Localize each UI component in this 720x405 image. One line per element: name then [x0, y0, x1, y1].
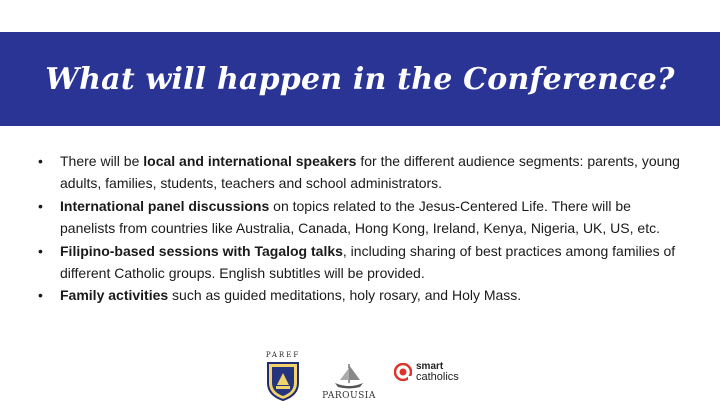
bullet-item [36, 195, 686, 240]
parousia-logo [318, 361, 380, 401]
ship-icon [329, 361, 369, 391]
paref-logo [262, 351, 304, 401]
bullet-text-post: , including sharing of best practices among families of different Catholic groups. English subtitles will be provided. [60, 242, 676, 282]
bullet-list [36, 150, 686, 307]
bullet-item [36, 240, 686, 285]
bullet-text-bold: Family activities [60, 287, 169, 304]
paref-logo-text: PAREF [265, 351, 301, 359]
bullet-text-pre: There will be [60, 153, 144, 169]
bullet-item [36, 284, 686, 306]
bullet-icon: • [38, 153, 43, 169]
parousia-logo-text: PAROUSIA [322, 391, 376, 401]
bullet-icon: • [38, 242, 43, 259]
bullet-text-bold: local and international speakers [143, 153, 357, 169]
bullet-text-post: such as guided meditations, holy rosary, and Holy Mass. [168, 287, 522, 304]
bullet-text-post: on topics related to the Jesus-Centered Life. There will be panelists from countries like Australia, Canada, Hong Kong, Ireland, Kenya, Nigeria, UK, US, etc. [60, 197, 660, 237]
partner-logos [262, 345, 459, 401]
smart-catholics-icon [394, 363, 412, 381]
bullet-text-bold: International panel discussions [60, 197, 270, 214]
bullet-icon: • [38, 287, 43, 304]
bullet-item [36, 150, 686, 195]
bullet-text-bold: Filipino-based sessions with Tagalog talks [60, 242, 343, 259]
slide-title: What will happen in the Conference? [45, 61, 675, 97]
title-banner [0, 32, 720, 126]
smart-catholics-logo [394, 361, 459, 383]
shield-icon [266, 361, 300, 401]
bullet-icon: • [38, 197, 43, 214]
catholics-logo-text: catholics [416, 371, 459, 383]
bullet-text-post: for the different audience segments: parents, young adults, families, students, teachers and school administrators. [60, 153, 680, 192]
smart-logo-text: smart [416, 361, 444, 372]
